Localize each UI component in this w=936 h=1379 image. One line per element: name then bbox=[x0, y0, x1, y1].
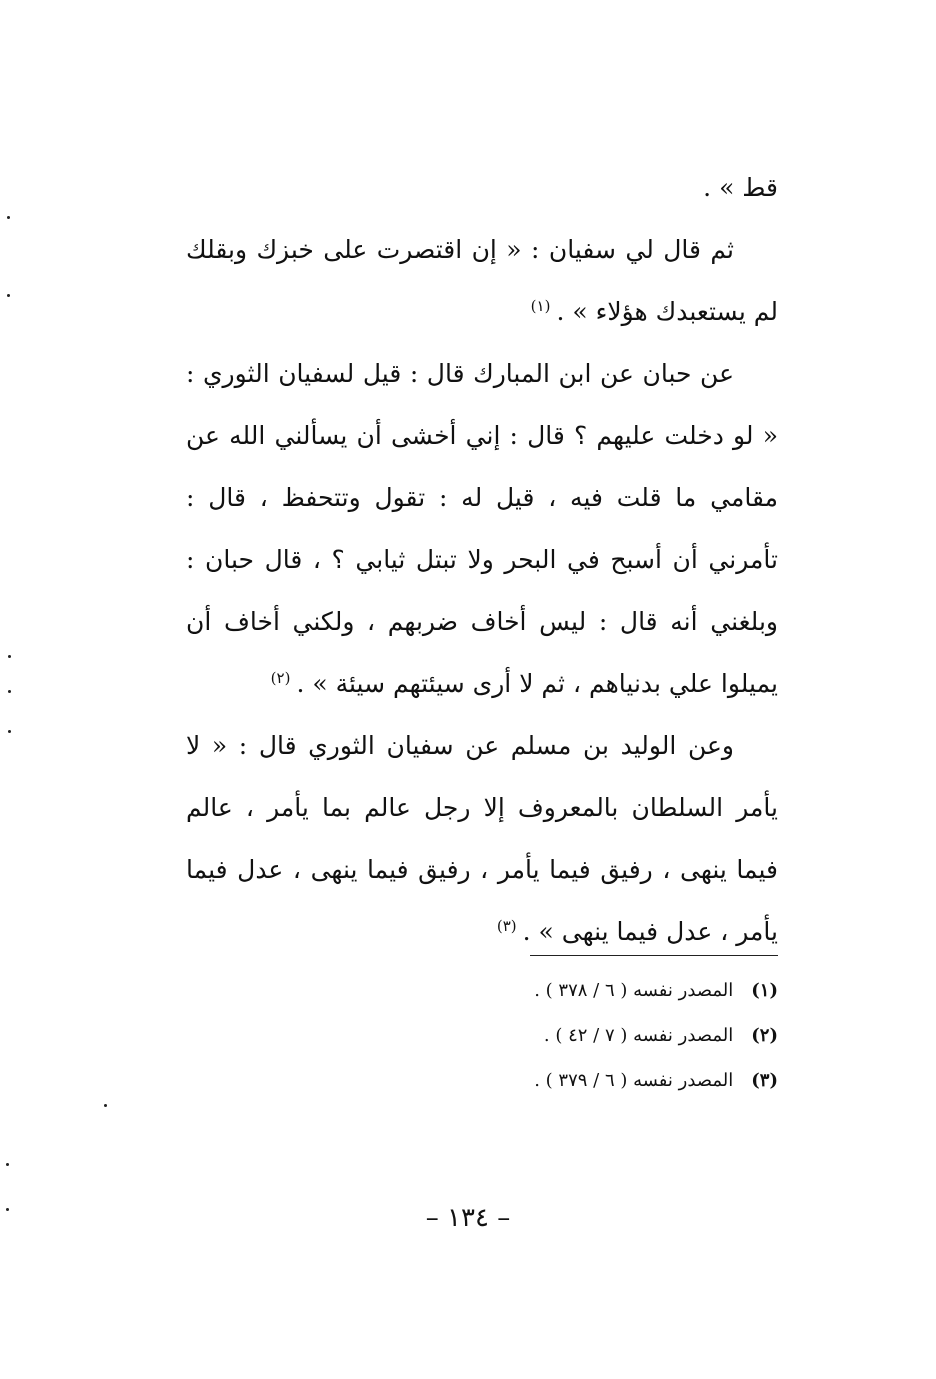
footnote-ref-2: (٢) bbox=[270, 668, 291, 687]
footnote-text: المصدر نفسه ( ٦ / ٣٧٩ ) . bbox=[534, 1070, 734, 1091]
footnote-text: المصدر نفسه ( ٦ / ٣٧٨ ) . bbox=[534, 980, 734, 1001]
scan-speck bbox=[6, 1208, 9, 1211]
scan-speck bbox=[104, 1104, 107, 1107]
footnote-ref-1: (١) bbox=[530, 296, 551, 315]
footnote-item bbox=[378, 1058, 778, 1103]
footnotes-list bbox=[378, 968, 778, 1103]
footnote-item bbox=[378, 1013, 778, 1058]
paragraph-1 bbox=[186, 219, 778, 343]
footnote-number: (٣) bbox=[751, 1070, 778, 1091]
scan-speck bbox=[7, 216, 10, 219]
paragraph-3-text: وعن الوليد بن مسلم عن سفيان الثوري قال : « لا يأمر السلطان بالمعروف إلا رجل عالم بما يأمر ، عالم فيما ينهى ، رفيق فيما يأمر ، رفيق فيما ينهى ، عدل فيما يأمر ، عدل فيما ينهى » . bbox=[186, 731, 778, 946]
paragraph-1-text: ثم قال لي سفيان : « إن اقتصرت على خبزك وبقلك لم يستعبدك هؤلاء » . bbox=[186, 235, 778, 326]
paragraph-3 bbox=[186, 715, 778, 963]
footnote-item bbox=[378, 968, 778, 1013]
paragraph-2 bbox=[186, 343, 778, 715]
scan-speck bbox=[7, 294, 10, 297]
footnote-separator bbox=[530, 955, 778, 956]
carryover-text: قط » . bbox=[703, 173, 778, 202]
footnote-text: المصدر نفسه ( ٧ / ٤٢ ) . bbox=[543, 1025, 734, 1046]
paragraph-2-text: عن حبان عن ابن المبارك قال : قيل لسفيان الثوري : « لو دخلت عليهم ؟ قال : إني أخشى أن يسألني الله عن مقامي ما قلت فيه ، قيل له : تقول وتتحفظ ، قال : تأمرني أن أسبح في البحر ولا تبتل ثيابي ؟ ، قال حبان : وبلغني أنه قال : ليس أخاف ضربهم ، ولكني أخاف أن يميلوا علي بدنياهم ، ثم لا أرى سيئتهم سيئة » . bbox=[186, 359, 778, 698]
page-number: – ١٣٤ – bbox=[425, 1203, 511, 1233]
footnote-number: (١) bbox=[751, 980, 778, 1001]
footnote-ref-3: (٣) bbox=[496, 916, 517, 935]
carryover-line bbox=[186, 157, 778, 219]
footnote-number: (٢) bbox=[751, 1025, 778, 1046]
scan-speck bbox=[8, 730, 11, 733]
scan-speck bbox=[8, 690, 11, 693]
scan-speck bbox=[6, 1163, 9, 1166]
main-text bbox=[186, 157, 778, 963]
scan-speck bbox=[8, 655, 11, 658]
